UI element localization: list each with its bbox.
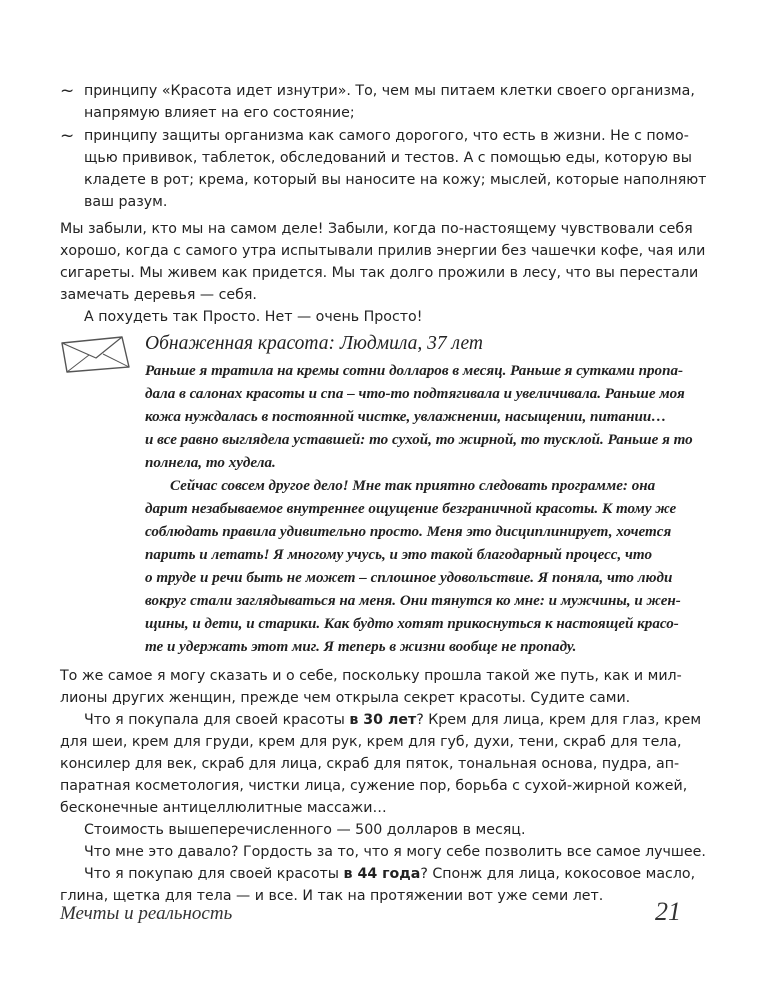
envelope-icon xyxy=(58,333,134,375)
bullet-1-line-1: принципу «Красота идет изнутри». То, чем мы питаем клетки своего организма, xyxy=(84,83,695,99)
body-line: глина, щетка для тела — и все. И так на протяжении вот уже семи лет. xyxy=(60,888,604,904)
age-highlight: в 44 года xyxy=(343,866,421,882)
body-line: консилер для век, скраб для лица, скраб для пяток, тональная основа, пудра, ап- xyxy=(60,756,680,772)
running-footer: Мечты и реальность xyxy=(60,903,233,924)
bullet-2-line-2: щью прививок, таблеток, обследований и тестов. А с помощью еды, которую вы xyxy=(84,150,692,166)
age-highlight: в 30 лет xyxy=(349,712,417,728)
testimonial-line: о труде и речи быть не может – сплошное удовольствие. Я поняла, что люди xyxy=(145,570,673,586)
testimonial-line: дала в салонах красоты и спа – что-то подтягивала и увеличивала. Раньше моя xyxy=(145,386,685,402)
testimonial-line: Сейчас совсем другое дело! Мне так приятно следовать программе: она xyxy=(170,478,656,494)
bullet-2-line-1: принципу защиты организма как самого дорогого, что есть в жизни. Не с помо- xyxy=(84,128,689,144)
testimonial-line: дарит незабываемое внутреннее ощущение безграничной красоты. К тому же xyxy=(145,501,677,517)
body-line: бесконечные антицеллюлитные массажи… xyxy=(60,800,387,816)
intro-line-3: сигареты. Мы живем как придется. Мы так долго прожили в лесу, что вы перестали xyxy=(60,265,699,281)
body-line: Что мне это давало? Гордость за то, что я могу себе позволить все самое лучшее. xyxy=(84,844,706,860)
testimonial-title: Обнаженная красота: Людмила, 37 лет xyxy=(145,333,483,354)
bullet-1-line-2: напрямую влияет на его состояние; xyxy=(84,105,355,121)
bullet-marker: ~ xyxy=(60,126,75,146)
text-run: Что я покупала для своей красоты xyxy=(84,712,350,728)
body-line: для шеи, крем для груди, крем для рук, крем для губ, духи, тени, скраб для тела, xyxy=(60,734,682,750)
intro-line-4: замечать деревья — себя. xyxy=(60,287,257,303)
testimonial-line: Раньше я тратила на кремы сотни долларов в месяц. Раньше я сутками пропа- xyxy=(145,363,684,379)
intro-line-2: хорошо, когда с самого утра испытывали прилив энергии без чашечки кофе, чая или xyxy=(60,243,706,259)
body-line xyxy=(84,865,696,883)
testimonial-line: соблюдать правила удивительно просто. Меня это дисциплинирует, хочется xyxy=(145,524,672,540)
page-number: 21 xyxy=(655,897,681,926)
bullet-2-line-3: кладете в рот; крема, который вы наносите на кожу; мыслей, которые наполняют xyxy=(84,172,707,188)
testimonial-line: парить и летать! Я многому учусь, и это такой благодарный процесс, что xyxy=(145,547,653,563)
body-line xyxy=(84,711,702,729)
text-run: ? Крем для лица, крем для глаз, крем xyxy=(416,712,702,728)
intro-line-1: Мы забыли, кто мы на самом деле! Забыли, когда по-настоящему чувствовали себя xyxy=(60,221,693,237)
bullet-2-line-4: ваш разум. xyxy=(84,194,168,210)
testimonial-line: те и удержать этот миг. Я теперь в жизни вообще не пропаду. xyxy=(145,639,577,655)
testimonial-line: кожа нуждалась в постоянной чистке, увлажнении, насыщении, питании… xyxy=(145,409,667,425)
testimonial-line: и все равно выглядела уставшей: то сухой, то жирной, то тусклой. Раньше я то xyxy=(145,432,693,448)
body-line: То же самое я могу сказать и о себе, поскольку прошла такой же путь, как и мил- xyxy=(60,668,682,684)
bullet-marker: ~ xyxy=(60,81,75,101)
testimonial-line: вокруг стали заглядываться на меня. Они тянутся ко мне: и мужчины, и жен- xyxy=(145,593,681,609)
body-line: лионы других женщин, прежде чем открыла секрет красоты. Судите сами. xyxy=(60,690,631,706)
body-line: паратная косметология, чистки лица, сужение пор, борьба с сухой-жирной кожей, xyxy=(60,778,688,794)
intro-conclusion: А похудеть так Просто. Нет — очень Просто! xyxy=(84,309,423,325)
text-run: ? Спонж для лица, кокосовое масло, xyxy=(420,866,696,882)
testimonial-line: полнела, то худела. xyxy=(145,455,276,471)
text-run: Что я покупаю для своей красоты xyxy=(84,866,344,882)
testimonial-line: щины, и дети, и старики. Как будто хотят прикоснуться к настоящей красо- xyxy=(145,616,679,632)
body-line: Стоимость вышеперечисленного — 500 долларов в месяц. xyxy=(84,822,526,838)
